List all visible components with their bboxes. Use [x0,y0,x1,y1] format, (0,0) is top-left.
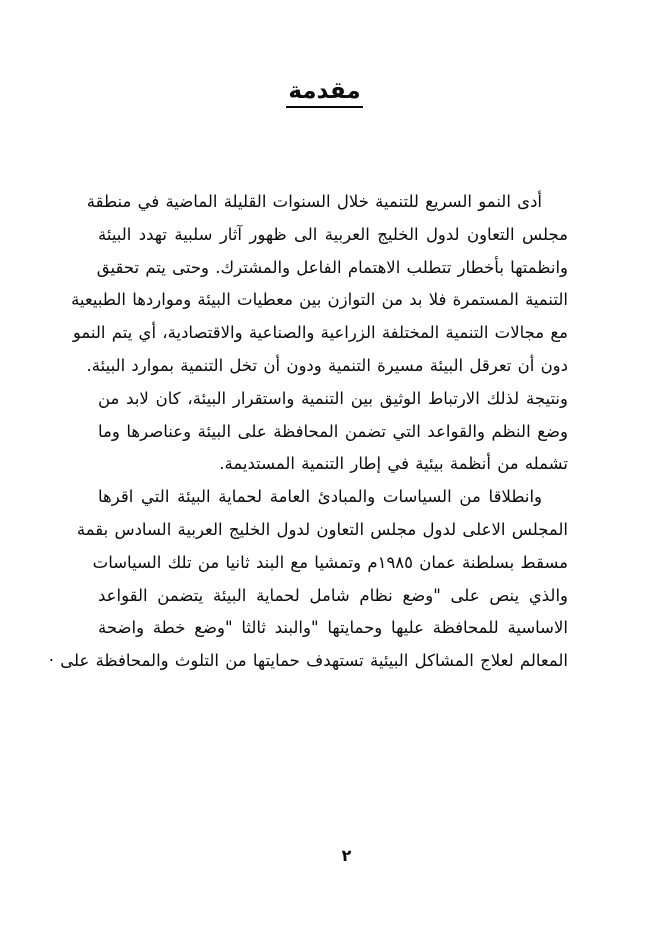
page-title [0,78,665,108]
text-line: المعالم لعلاج المشاكل البيئية تستهدف حمايتها من التلوث والمحافظة على · [48,651,568,671]
page-number: ٢ [341,846,352,865]
page-title-text: مقدمة [286,78,362,108]
text-line: المجلس الاعلى لدول مجلس التعاون لدول الخليج العربية السادس بقمة [76,519,568,539]
text-line: مجلس التعاون لدول الخليج العربية الى ظهور آثار سلبية تهدد البيئة [98,224,568,244]
text-line: دون أن تعرقل البيئة مسيرة التنمية ودون أن تخل التنمية بموارد البيئة. [86,355,568,375]
text-line: مع مجالات التنمية المختلفة الزراعية والصناعية والاقتصادية، أي يتم النمو [72,323,568,343]
text-line: أدى النمو السريع للتنمية خلال السنوات القليلة الماضية في منطقة [86,192,542,211]
text-line: الاساسية للمحافظة عليها وحمايتها "والبند ثالثا "وضع خطة واضحة [98,618,568,638]
text-line: مسقط بسلطنة عمان ١٩٨٥م وتمشيا مع البند ثانيا من تلك السياسات [92,552,568,572]
text-line: وضع النظم والقواعد التي تضمن المحافظة على البيئة وعناصرها وما [98,421,568,441]
text-line: والذي ينص على "وضع نظام شامل لحماية البيئة يتضمن القواعد [98,585,568,605]
text-line: تشمله من أنظمة بيئية في إطار التنمية المستديمة. [219,454,568,474]
text-line: وانظمتها بأخطار تتطلب الاهتمام الفاعل والمشترك. وحتى يتم تحقيق [96,257,568,277]
body-text [48,186,568,678]
paragraph-2 [48,481,568,678]
text-line: ونتيجة لذلك الارتباط الوثيق بين التنمية واستقرار البيئة، كان لابد من [98,388,568,408]
text-line: وانطلاقا من السياسات والمبادئ العامة لحماية البيئة التي اقرها [98,487,542,507]
text-line: التنمية المستمرة فلا بد من التوازن بين معطيات البيئة ومواردها الطبيعية [71,290,568,310]
paragraph-1 [71,186,568,481]
